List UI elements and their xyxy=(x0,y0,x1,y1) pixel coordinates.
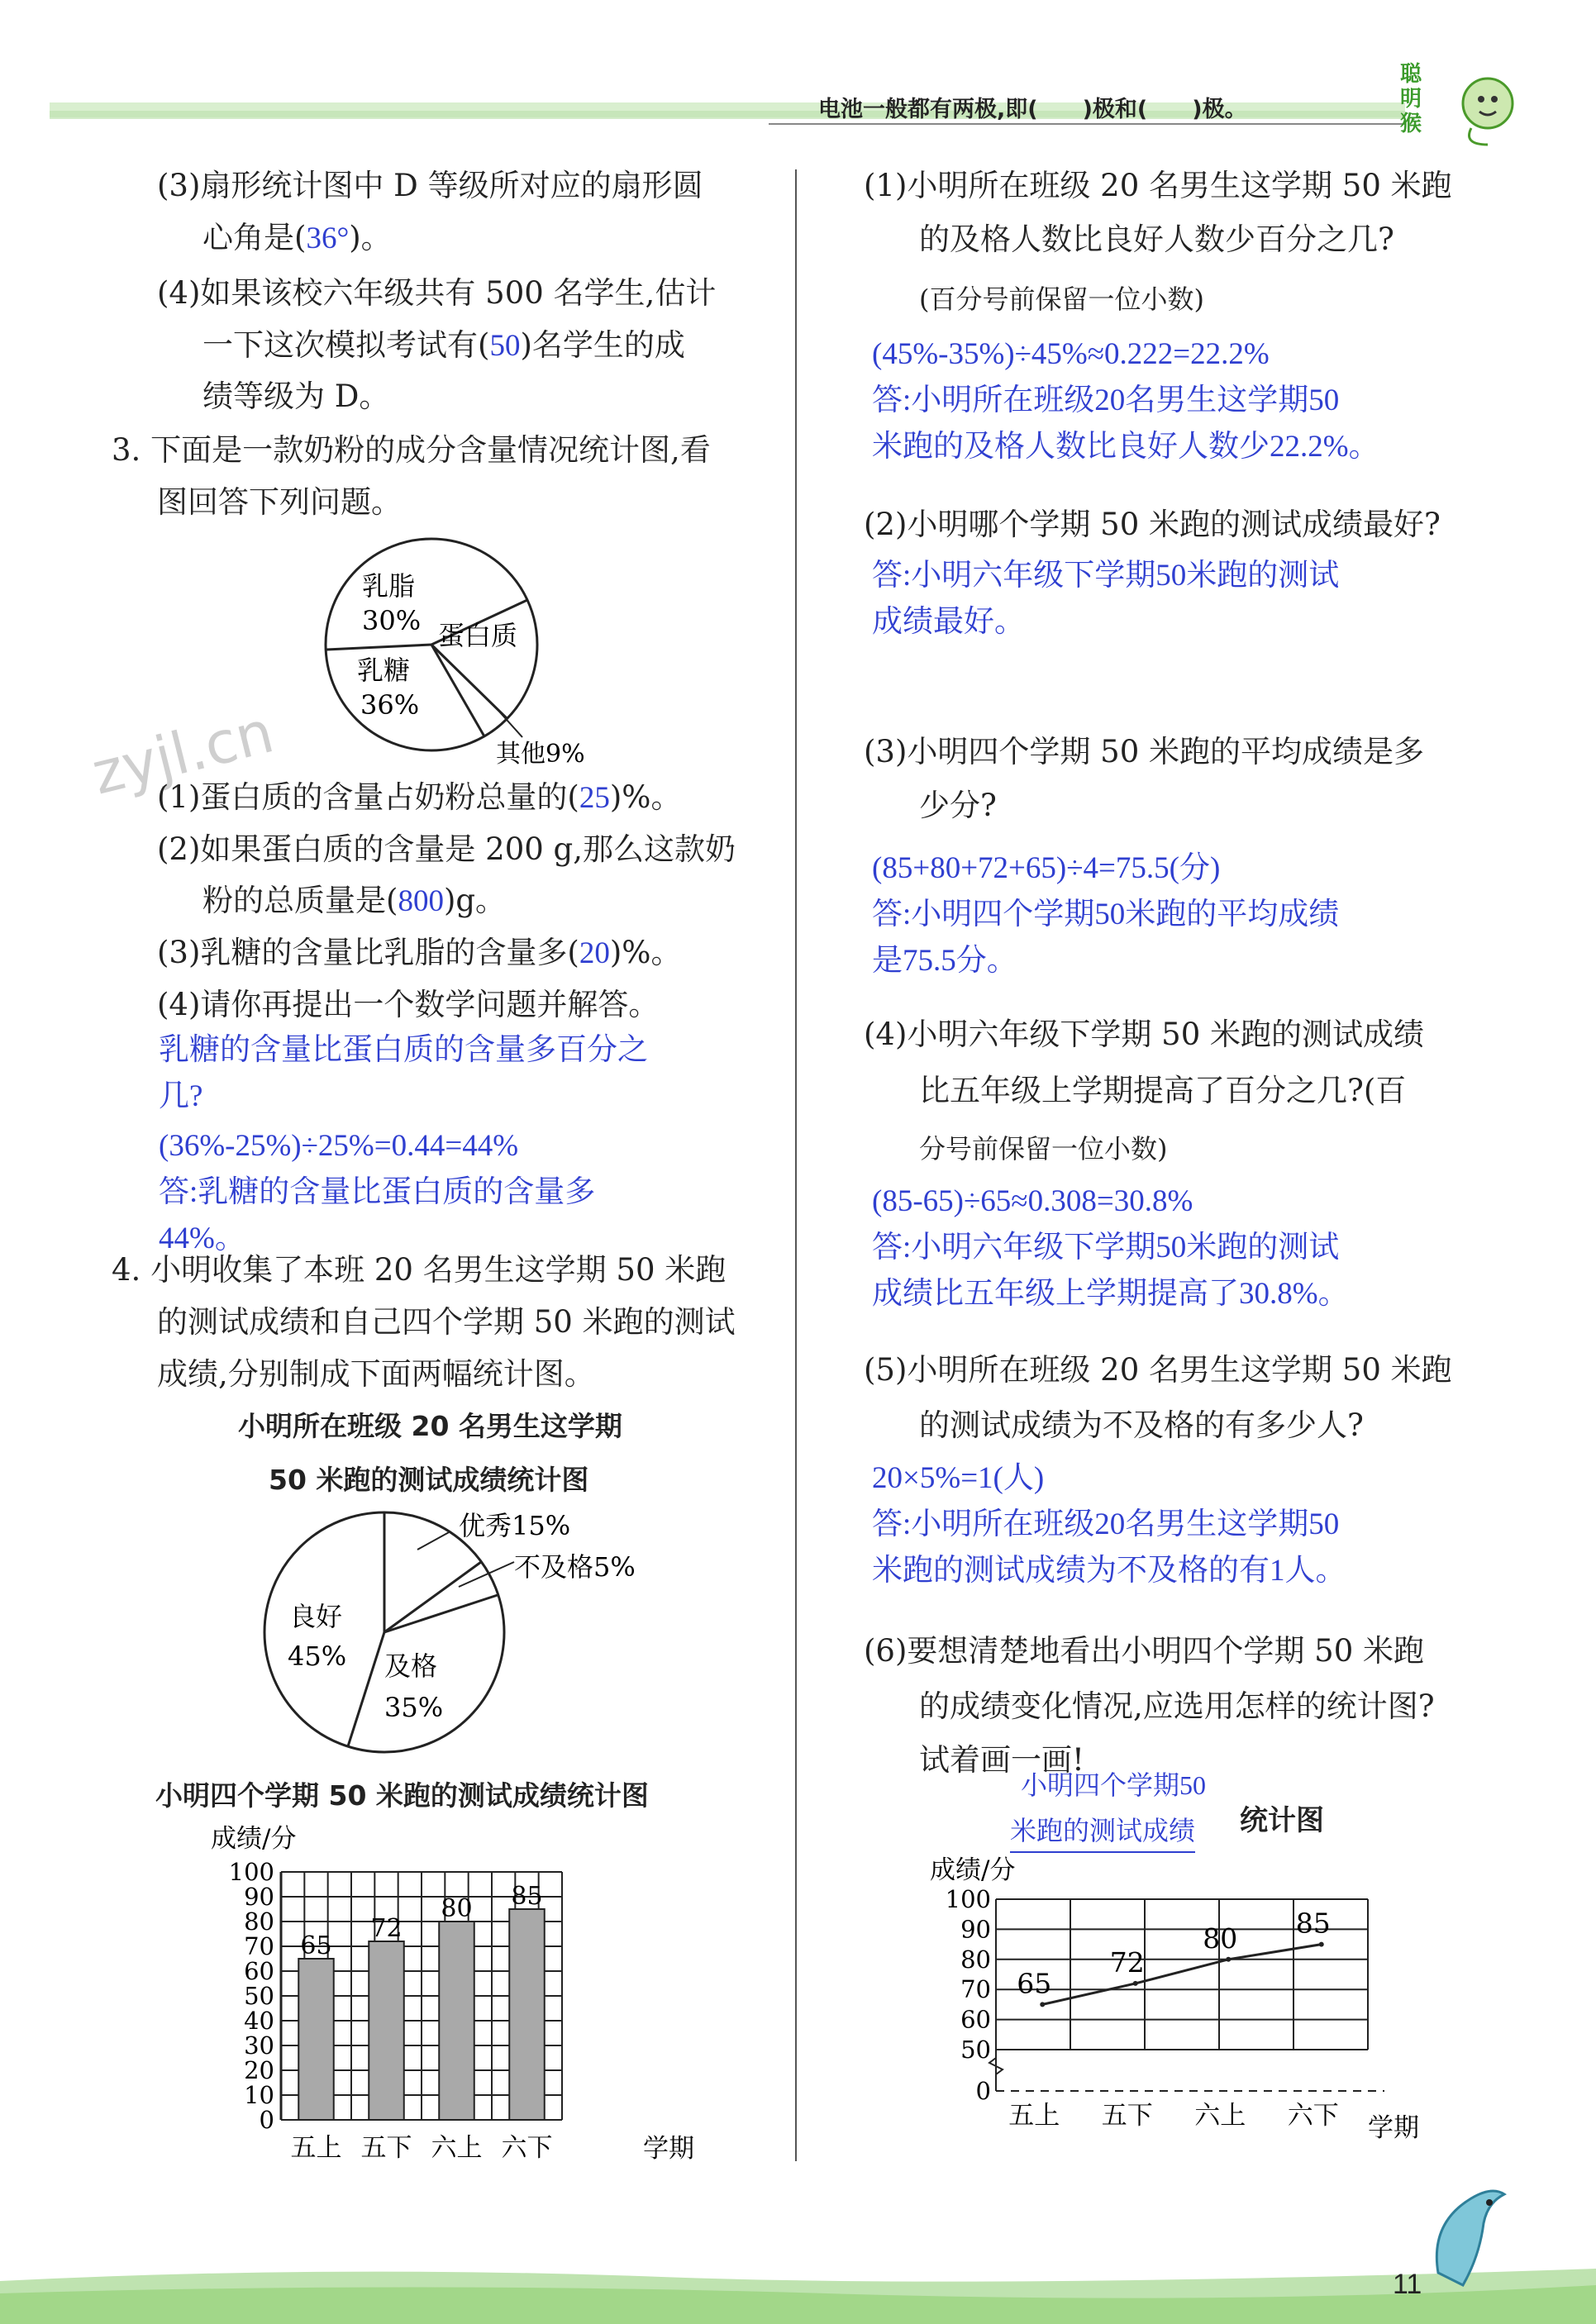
answer: 800 xyxy=(398,884,444,918)
column-divider xyxy=(795,169,797,2161)
y-tick-label: 30 xyxy=(244,2031,274,2060)
p3-q4: (4)请你再提出一个数学问题并解答。 xyxy=(157,987,660,1022)
p3-q2-line2: 粉的总质量是(800)g。 xyxy=(202,883,507,918)
r-q2: (2)小明哪个学期 50 米跑的测试成绩最好? xyxy=(864,507,1441,542)
r-q1-answer-1: (45%-35%)÷45%≈0.222=22.2% xyxy=(872,337,1270,371)
bar xyxy=(439,1922,474,2120)
bar-chart xyxy=(190,1814,736,2169)
r-q1-answer-3: 米跑的及格人数比良好人数少22.2%。 xyxy=(872,430,1379,464)
y-tick-label: 20 xyxy=(244,2056,274,2084)
x-tick-label: 五下 xyxy=(1101,2101,1153,2131)
pie-label: 蛋白质 xyxy=(438,620,518,651)
r-q5-answer-1: 20×5%=1(人) xyxy=(872,1461,1045,1495)
line-chart xyxy=(917,1851,1446,2157)
problem3-line2: 图回答下列问题。 xyxy=(157,484,402,520)
brand-char: 明 xyxy=(1400,87,1422,112)
line-xlabel: 学期 xyxy=(1368,2113,1419,2143)
dolphin-icon xyxy=(1413,2174,1529,2298)
bar xyxy=(509,1909,545,2120)
answer: 25 xyxy=(579,781,610,815)
r-q4-answer-1: (85-65)÷65≈0.308=30.8% xyxy=(872,1184,1193,1218)
x-tick-label: 六上 xyxy=(1194,2101,1246,2131)
pie-label: 45% xyxy=(288,1641,347,1672)
r-q1-line1: (1)小明所在班级 20 名男生这学期 50 米跑 xyxy=(864,168,1452,203)
header-decoration xyxy=(0,0,1596,165)
r-q1-note: (百分号前保留一位小数) xyxy=(919,283,1204,315)
footer-decoration xyxy=(0,2248,1596,2324)
r-q2-answer-1: 答:小明六年级下学期50米跑的测试 xyxy=(872,559,1340,593)
y-tick-label: 80 xyxy=(960,1945,991,1974)
pie-label: 乳糖 xyxy=(357,655,411,686)
answer: 50 xyxy=(489,329,521,363)
bar-xlabel: 学期 xyxy=(643,2134,694,2164)
pie-label: 乳脂 xyxy=(362,570,416,602)
problem4-line2: 的测试成绩和自己四个学期 50 米跑的测试 xyxy=(157,1304,736,1340)
r-q5-line2: 的测试成绩为不及格的有多少人? xyxy=(919,1407,1364,1443)
p3-q4-answer-3: (36%-25%)÷25%=0.44=44% xyxy=(159,1129,519,1163)
line-title-hand-1: 小明四个学期50 xyxy=(1021,1770,1207,1800)
r-q4-answer-2: 答:小明六年级下学期50米跑的测试 xyxy=(872,1231,1340,1264)
point-value-label: 85 xyxy=(1295,1907,1331,1940)
problem3-line1: 3. 下面是一款奶粉的成分含量情况统计图,看 xyxy=(112,432,711,468)
data-point xyxy=(1319,1942,1324,1947)
r-q6-line3: 试着画一画! xyxy=(919,1742,1084,1778)
bar xyxy=(298,1959,334,2120)
r-q3-line2: 少分? xyxy=(919,788,997,823)
r-q6-line2: 的成绩变化情况,应选用怎样的统计图? xyxy=(919,1688,1435,1724)
y-tick-label: 50 xyxy=(244,1982,274,2010)
q3-line2: 心角是(36°)。 xyxy=(202,220,392,255)
y-tick-label: 90 xyxy=(960,1915,991,1944)
bar-value-label: 80 xyxy=(441,1894,473,1923)
pie-label: 36% xyxy=(360,689,420,721)
y-tick-label: 80 xyxy=(244,1907,274,1936)
r-q2-answer-2: 成绩最好。 xyxy=(872,605,1025,639)
y-tick-label: 10 xyxy=(244,2081,274,2109)
q4-line1: (4)如果该校六年级共有 500 名学生,估计 xyxy=(157,275,717,311)
r-q4-answer-3: 成绩比五年级上学期提高了30.8%。 xyxy=(872,1277,1349,1311)
x-tick-label: 五上 xyxy=(1008,2101,1060,2131)
y-tick-label: 70 xyxy=(960,1975,991,2004)
q4-line3: 绩等级为 D。 xyxy=(202,379,390,414)
bar-value-label: 72 xyxy=(370,1914,403,1943)
data-point xyxy=(1226,1957,1231,1962)
line-title-suffix: 统计图 xyxy=(1240,1804,1324,1837)
pie-label: 35% xyxy=(384,1692,444,1723)
point-value-label: 80 xyxy=(1203,1922,1238,1955)
y-tick-label: 90 xyxy=(244,1883,274,1911)
p3-q4-answer-1: 乳糖的含量比蛋白质的含量多百分之 xyxy=(159,1033,648,1067)
brand-char: 猴 xyxy=(1400,112,1422,136)
page-number: 11 xyxy=(1393,2269,1422,2300)
p3-q2-line1: (2)如果蛋白质的含量是 200 g,那么这款奶 xyxy=(157,831,736,867)
class-pie-title-2: 50 米跑的测试成绩统计图 xyxy=(269,1464,589,1496)
bar-ylabel: 成绩/分 xyxy=(211,1824,297,1854)
header-tip: 电池一般都有两极,即( )极和( )极。 xyxy=(818,97,1247,122)
x-tick-label: 六下 xyxy=(501,2133,553,2163)
line-ylabel: 成绩/分 xyxy=(930,1855,1016,1885)
r-q5-line1: (5)小明所在班级 20 名男生这学期 50 米跑 xyxy=(864,1352,1452,1388)
pie-label: 优秀15% xyxy=(459,1510,571,1541)
point-value-label: 72 xyxy=(1109,1945,1145,1979)
p3-q4-answer-2: 几? xyxy=(159,1079,203,1113)
class-pie-chart xyxy=(248,1500,678,1764)
q4-line2: 一下这次模拟考试有(50)名学生的成 xyxy=(202,327,685,363)
r-q3-answer-1: (85+80+72+65)÷4=75.5(分) xyxy=(872,851,1221,885)
series-line xyxy=(1042,1945,1322,2005)
y-tick-label: 60 xyxy=(960,2005,991,2034)
problem4-line3: 成绩,分别制成下面两幅统计图。 xyxy=(157,1356,595,1392)
watermark: zyjl.cn xyxy=(85,698,280,808)
pie-label: 及格 xyxy=(384,1650,438,1682)
bar-chart-title: 小明四个学期 50 米跑的测试成绩统计图 xyxy=(155,1779,649,1812)
bar xyxy=(369,1941,404,2120)
y-tick-label: 100 xyxy=(945,1885,991,1913)
y-tick-label: 50 xyxy=(960,2036,991,2064)
r-q4-line2: 比五年级上学期提高了百分之几?(百 xyxy=(919,1073,1407,1108)
answer: 36° xyxy=(306,221,350,255)
x-tick-label: 六上 xyxy=(431,2133,483,2163)
y-tick-label: 100 xyxy=(228,1858,274,1886)
p3-q3: (3)乳糖的含量比乳脂的含量多(20)%。 xyxy=(157,935,682,970)
r-q3-line1: (3)小明四个学期 50 米跑的平均成绩是多 xyxy=(864,734,1425,769)
r-q1-answer-2: 答:小明所在班级20名男生这学期50 xyxy=(872,383,1340,417)
y-tick-label: 40 xyxy=(244,2007,274,2035)
x-tick-label: 五上 xyxy=(290,2133,342,2163)
pie-label: 不及格5% xyxy=(514,1551,636,1583)
pie-label: 其他9% xyxy=(496,740,585,769)
answer: 20 xyxy=(579,936,610,970)
r-q4-line1: (4)小明六年级下学期 50 米跑的测试成绩 xyxy=(864,1017,1425,1052)
r-q1-line2: 的及格人数比良好人数少百分之几? xyxy=(919,221,1394,257)
p3-q1: (1)蛋白质的含量占奶粉总量的(25)%。 xyxy=(157,779,682,815)
y-tick-label: 60 xyxy=(244,1957,274,1985)
brand-char: 聪 xyxy=(1400,62,1422,87)
class-pie-title-1: 小明所在班级 20 名男生这学期 xyxy=(238,1410,622,1442)
point-value-label: 65 xyxy=(1017,1967,1052,2000)
problem4-line1: 4. 小明收集了本班 20 名男生这学期 50 米跑 xyxy=(112,1252,727,1288)
data-point xyxy=(1133,1981,1138,1986)
bar-value-label: 85 xyxy=(511,1882,543,1911)
r-q6-line1: (6)要想清楚地看出小明四个学期 50 米跑 xyxy=(864,1633,1425,1669)
y-tick-label: 70 xyxy=(244,1932,274,1960)
y-tick-label: 0 xyxy=(975,2077,991,2105)
r-q3-answer-2: 答:小明四个学期50米跑的平均成绩 xyxy=(872,898,1340,931)
y-tick-label: 0 xyxy=(259,2106,274,2134)
brand-logo xyxy=(1397,62,1521,153)
bar-value-label: 65 xyxy=(300,1931,332,1960)
p3-q4-answer-4: 答:乳糖的含量比蛋白质的含量多 xyxy=(159,1175,596,1209)
x-tick-label: 五下 xyxy=(360,2133,412,2163)
line-title-hand-2: 米跑的测试成绩 xyxy=(1010,1810,1195,1853)
milk-pie-chart xyxy=(298,529,628,769)
r-q5-answer-2: 答:小明所在班级20名男生这学期50 xyxy=(872,1507,1340,1541)
q3-line1: (3)扇形统计图中 D 等级所对应的扇形圆 xyxy=(157,168,703,203)
r-q5-answer-3: 米跑的测试成绩为不及格的有1人。 xyxy=(872,1554,1346,1588)
data-point xyxy=(1040,2002,1045,2007)
pie-label: 良好 xyxy=(289,1601,343,1632)
r-q3-answer-3: 是75.5分。 xyxy=(872,944,1017,978)
pie-label: 30% xyxy=(362,605,422,636)
x-tick-label: 六下 xyxy=(1287,2101,1339,2131)
p3-q4-answer-5: 44%。 xyxy=(159,1222,245,1255)
r-q4-note: 分号前保留一位小数) xyxy=(919,1133,1168,1164)
